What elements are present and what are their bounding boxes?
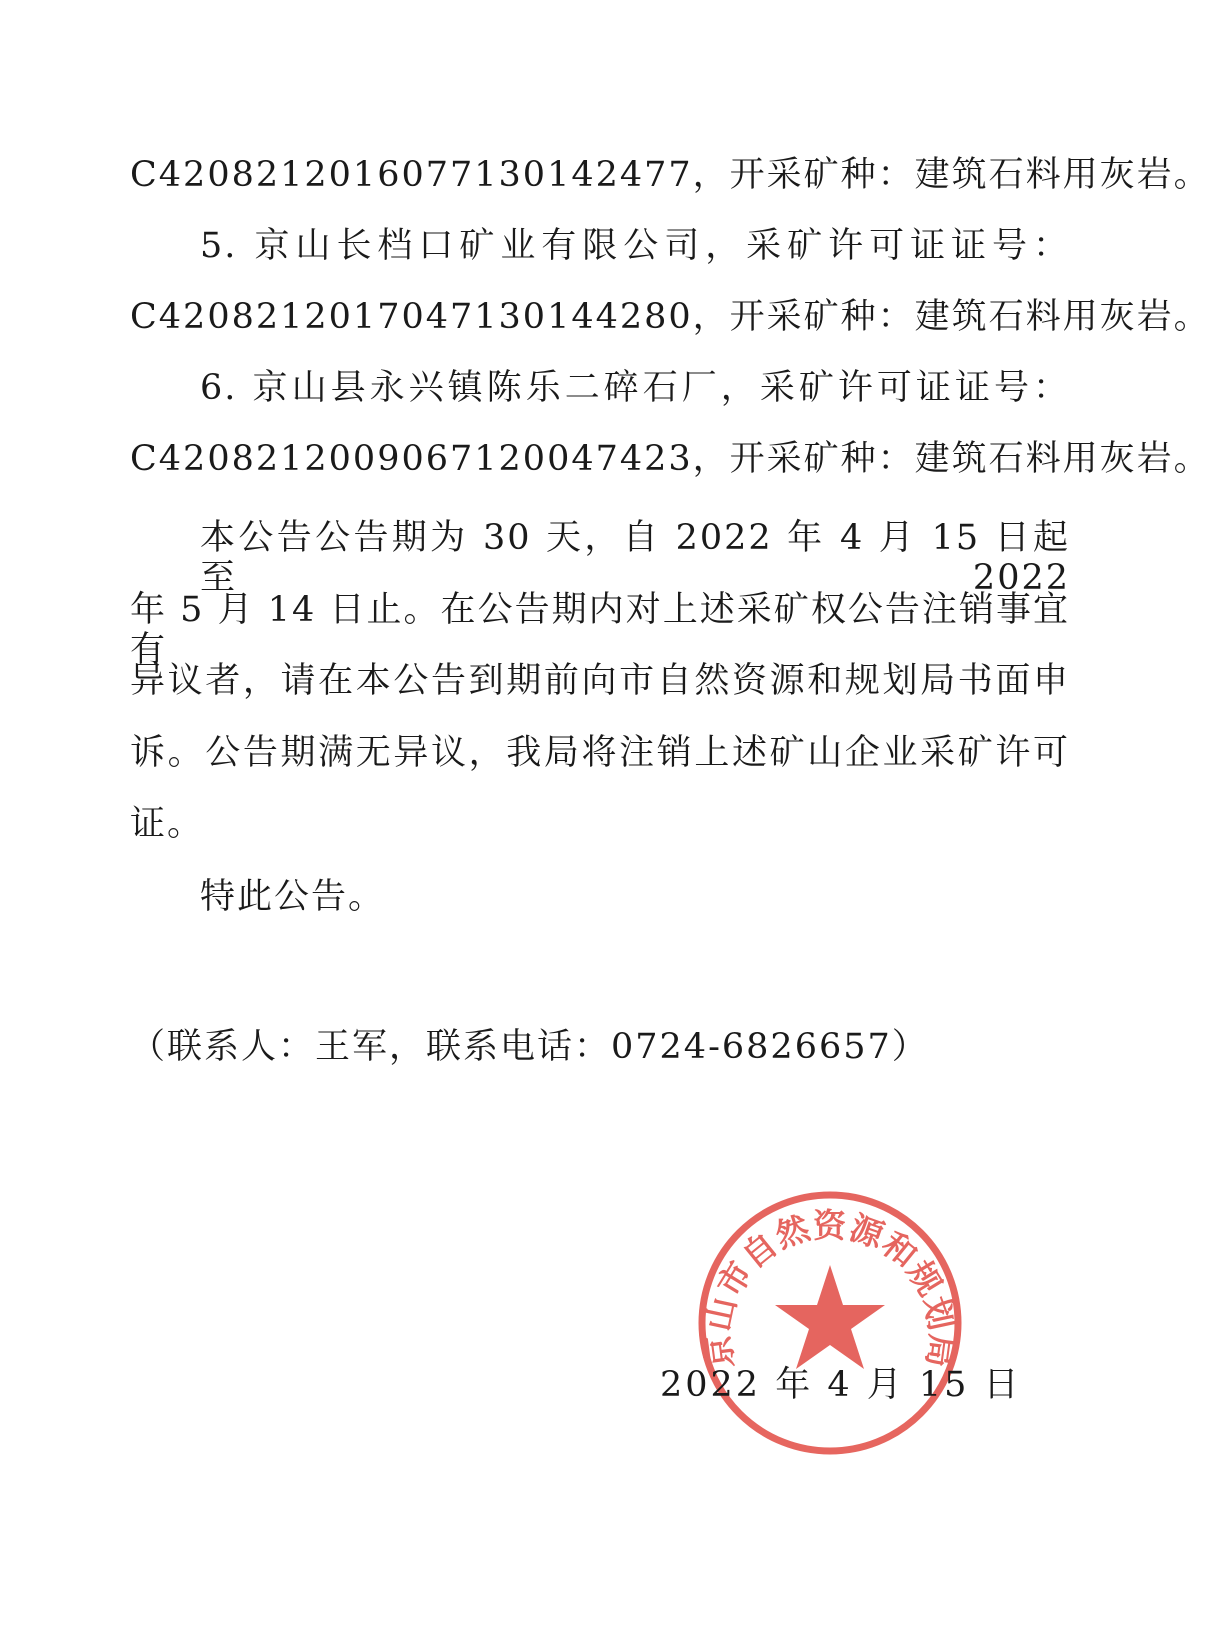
permit-number-line-4: C4208212016077130142477，开采矿种：建筑石料用灰岩。 (130, 155, 1211, 195)
notice-period-line-5: 证。 (130, 804, 205, 844)
official-seal (690, 1183, 970, 1463)
notice-period-line-1: 本公告公告期为 30 天，自 2022 年 4 月 15 日起至 2022 (200, 518, 1070, 598)
item-5-company: 5. 京山长档口矿业有限公司，采矿许可证证号： (200, 226, 1070, 266)
issue-date: 2022 年 4 月 15 日 (660, 1365, 1022, 1405)
permit-number-line-6: C4208212009067120047423，开采矿种：建筑石料用灰岩。 (130, 439, 1211, 479)
permit-number-line-5: C4208212017047130144280，开采矿种：建筑石料用灰岩。 (130, 297, 1211, 337)
item-6-company: 6. 京山县永兴镇陈乐二碎石厂，采矿许可证证号： (200, 368, 1070, 408)
seal-star-icon (775, 1265, 885, 1369)
contact-info: （联系人：王军，联系电话：0724-6826657） (130, 1027, 929, 1067)
notice-period-line-2: 年 5 月 14 日止。在公告期内对上述采矿权公告注销事宜有 (130, 590, 1070, 670)
closing-statement: 特此公告。 (200, 877, 386, 917)
notice-period-line-3: 异议者，请在本公告到期前向市自然资源和规划局书面申 (130, 661, 1070, 701)
notice-period-line-4: 诉。公告期满无异议，我局将注销上述矿山企业采矿许可 (130, 733, 1070, 773)
seal-text: 京山市自然资源和规划局 (697, 1205, 963, 1371)
